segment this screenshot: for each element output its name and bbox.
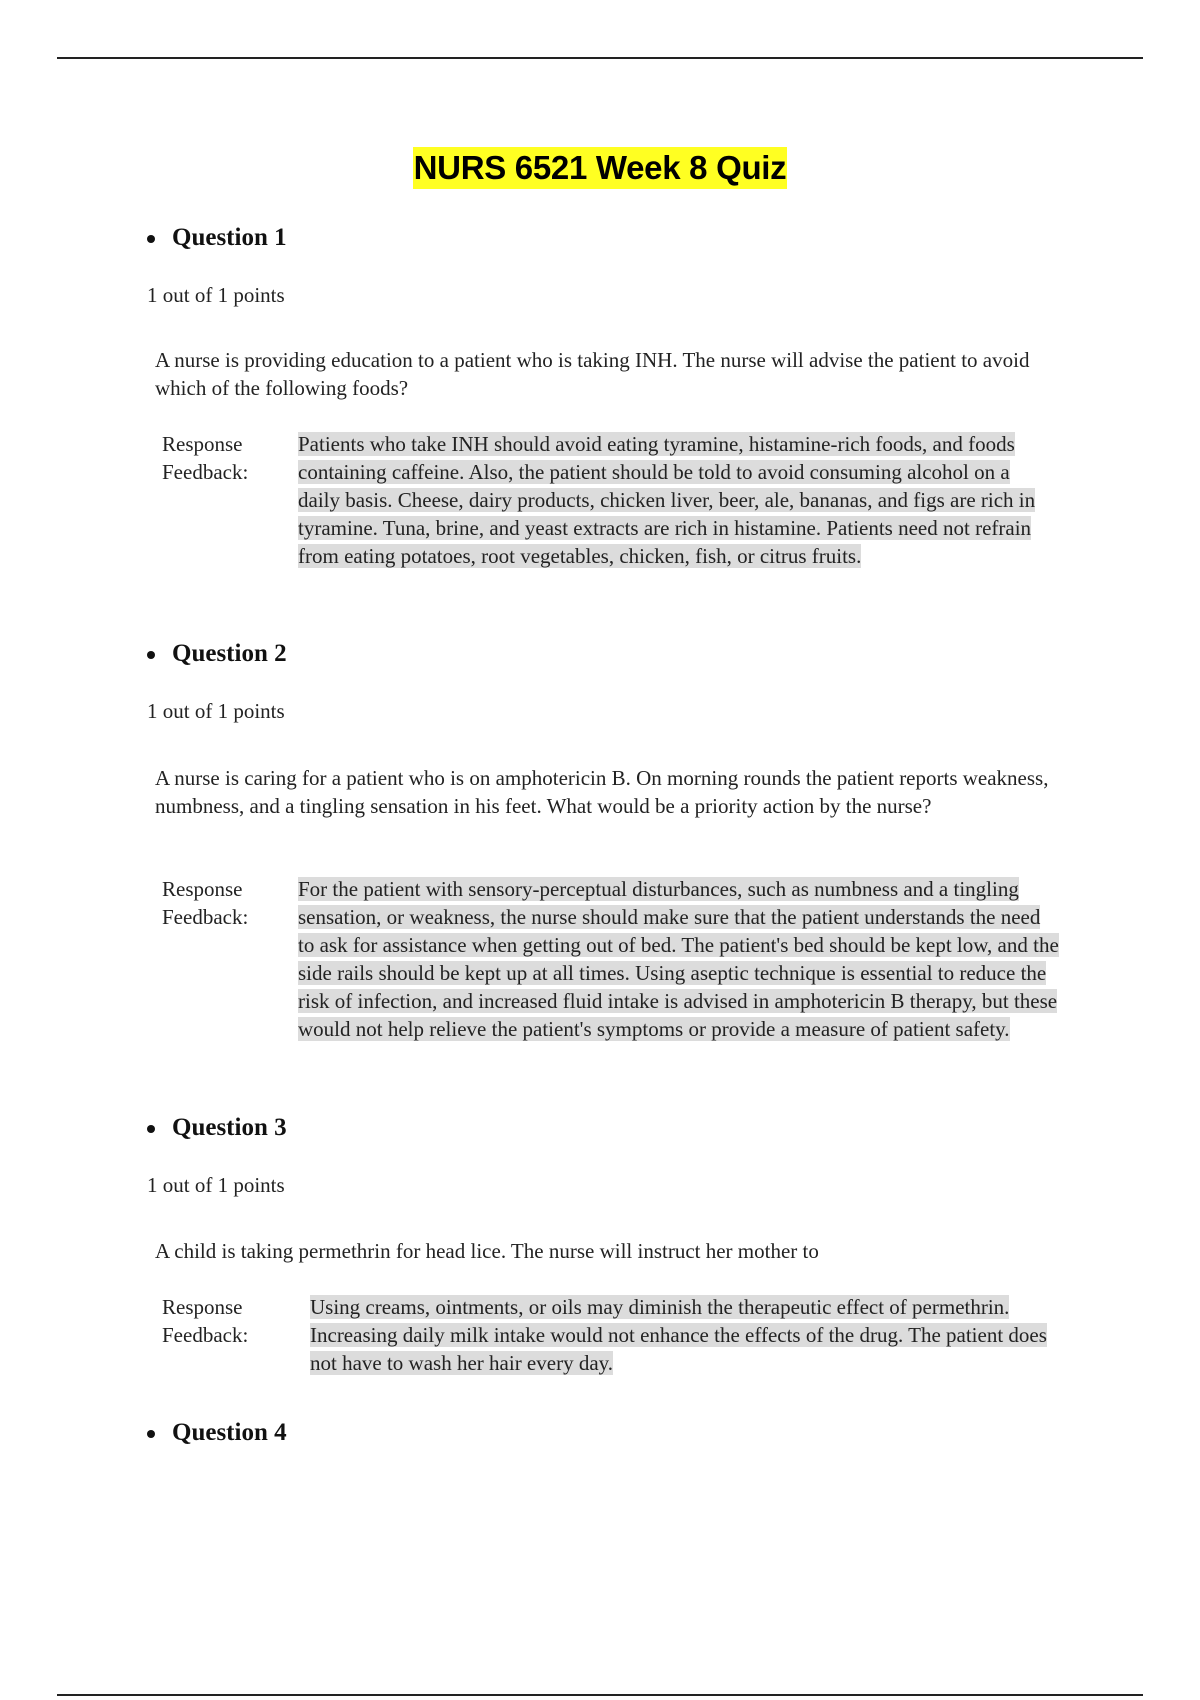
page-title: NURS 6521 Week 8 Quiz: [413, 147, 788, 189]
question-3-feedback-label: Response Feedback:: [162, 1295, 249, 1347]
question-1-feedback-label: Response Feedback:: [162, 432, 249, 484]
question-3-feedback: [310, 1293, 1070, 1377]
bullet-icon: [147, 651, 155, 659]
question-2-label: Question 2: [172, 640, 287, 667]
question-3-label: Question 3: [172, 1114, 287, 1141]
question-1-text: A nurse is providing education to a patient who is taking INH. The nurse will advise the patient to avoid which of the following foods?: [155, 348, 1030, 400]
question-2-points: 1 out of 1 points: [147, 699, 285, 723]
bullet-icon: [147, 1430, 155, 1438]
question-2-feedback: [298, 875, 1060, 1043]
question-3-points: 1 out of 1 points: [147, 1173, 285, 1197]
title-container: [0, 147, 1200, 189]
bottom-rule: [57, 1694, 1143, 1696]
bullet-icon: [147, 1125, 155, 1133]
question-4-label: Question 4: [172, 1419, 287, 1446]
question-1-points: 1 out of 1 points: [147, 283, 285, 307]
question-1-label: Question 1: [172, 224, 287, 251]
question-2-feedback-text: For the patient with sensory-perceptual disturbances, such as numbness and a tingling sensation, or weakness, the nurse should make sure that the patient understands the need to ask for assistance when getting out of bed. The patient's bed should be kept low, and the side rails should be kept up at all times. Using aseptic technique is essential to reduce the risk of infection, and increased fluid intake is advised in amphotericin B therapy, but these would not help relieve the patient's symptoms or provide a measure of patient safety.: [298, 877, 1059, 1041]
bullet-icon: [147, 235, 155, 243]
top-rule: [57, 57, 1143, 59]
question-3-text: A child is taking permethrin for head lice. The nurse will instruct her mother to: [155, 1239, 819, 1263]
question-2-text: A nurse is caring for a patient who is on amphotericin B. On morning rounds the patient reports weakness, numbness, and a tingling sensation in his feet. What would be a priority action by the nurse?: [155, 766, 1049, 818]
question-1-feedback-text: Patients who take INH should avoid eating tyramine, histamine-rich foods, and foods containing caffeine. Also, the patient should be told to avoid consuming alcohol on a daily basis. Cheese, dairy products, chicken liver, beer, ale, bananas, and figs are rich in tyramine. Tuna, brine, and yeast extracts are rich in histamine. Patients need not refrain from eating potatoes, root vegetables, chicken, fish, or citrus fruits.: [298, 432, 1036, 568]
question-2-feedback-label: Response Feedback:: [162, 877, 249, 929]
question-1-feedback: [298, 430, 1040, 570]
question-3-feedback-text: Using creams, ointments, or oils may diminish the therapeutic effect of permethrin. Increasing daily milk intake would not enhance the effects of the drug. The patient does not have to wash her hair every day.: [310, 1295, 1047, 1375]
